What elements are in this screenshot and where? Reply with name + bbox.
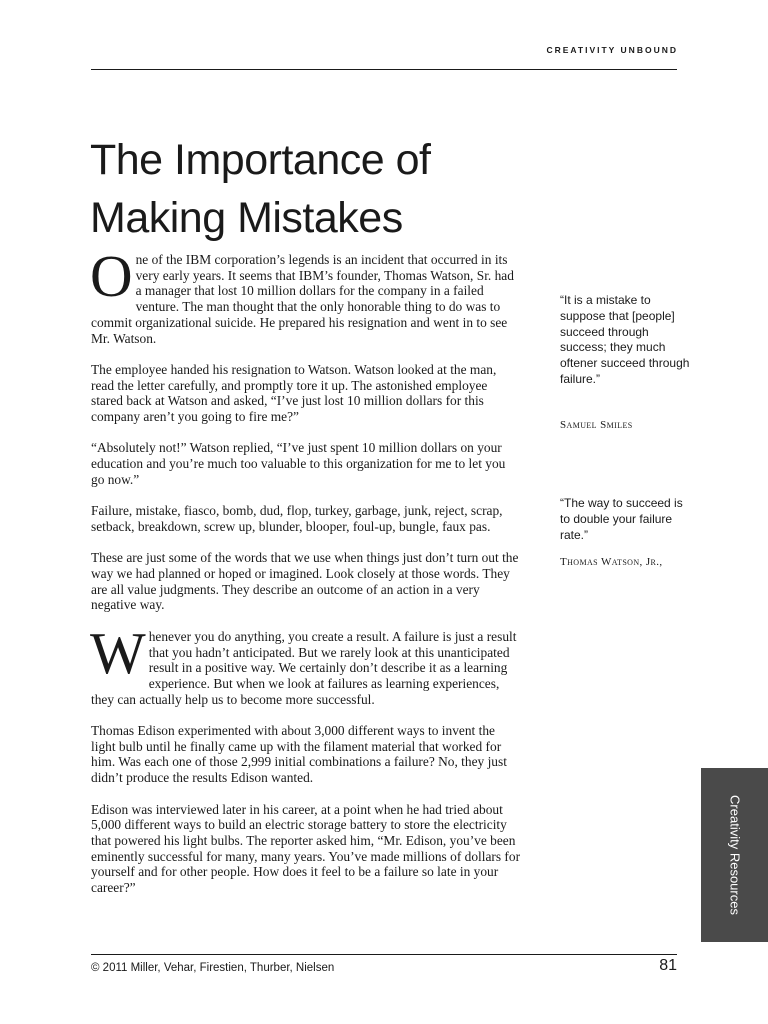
side-tab-label: Creativity Resources bbox=[727, 795, 742, 915]
body-paragraph: “Absolutely not!” Watson replied, “I’ve just spent 10 million dollars on your education and you’re much too valuable to this organization for me to let you go now.” bbox=[91, 440, 506, 487]
sidebar-attribution-watson: Thomas Watson, Jr., bbox=[560, 556, 663, 568]
article-title-line-2: Making Mistakes bbox=[90, 194, 403, 242]
section-side-tab bbox=[701, 768, 768, 942]
page-number: 81 bbox=[659, 957, 677, 974]
article-body bbox=[90, 243, 521, 911]
header-rule bbox=[91, 69, 677, 70]
paragraph-text: ne of the IBM corporation’s legends is an incident that occurred in its very early years. It seems that IBM’s founder, Thomas Watson, Sr. had a manager that lost 10 million dollars for the company in a failed venture. The man thought that the only honorable thing to do was to commit organizational suicide. He prepared his resignation and went in to see Mr. Watson. bbox=[91, 252, 514, 346]
body-paragraph bbox=[90, 619, 521, 708]
body-paragraph: Edison was interviewed later in his career, at a point when he had tried about 5,000 different ways to build an electric storage battery to store the electricity that powered his light bulbs. The reporter asked him, “Mr. Edison, you’ve been eminently successful for many, many years. You’ve made millions of dollars for yourself and for other people. How does it feel to be a failure so late in your career?” bbox=[91, 801, 521, 896]
body-paragraph: The employee handed his resignation to Watson. Watson looked at the man, read the letter carefully, and promptly tore it up. The astonished employee stared back at Watson and asked, “I’ve just lost 10 million dollars for this company aren’t you going to fire me?” bbox=[91, 361, 497, 425]
article-title bbox=[90, 131, 430, 247]
running-head: CREATIVITY UNBOUND bbox=[546, 45, 678, 55]
drop-cap: O bbox=[90, 243, 133, 309]
footer-rule bbox=[91, 954, 677, 955]
sidebar-quote-smiles: “It is a mistake to suppose that [people] succeed through success; they much oftener succeed through failure.” bbox=[560, 293, 690, 386]
sidebar-quote-watson: “The way to succeed is to double your failure rate.” bbox=[560, 496, 683, 542]
drop-cap: W bbox=[90, 619, 146, 686]
body-paragraph: Failure, mistake, fiasco, bomb, dud, flop, turkey, garbage, junk, reject, scrap, setback, breakdown, screw up, blunder, blooper, foul-up, bungle, faux pas. bbox=[91, 503, 503, 534]
copyright-notice: © 2011 Miller, Vehar, Firestien, Thurber, Nielsen bbox=[91, 962, 335, 974]
body-paragraph bbox=[90, 243, 521, 346]
body-paragraph: Thomas Edison experimented with about 3,000 different ways to invent the light bulb until he finally came up with the filament material that worked for him. Was each one of those 2,999 initial combinations a failure? No, they just didn’t produce the results Edison wanted. bbox=[91, 723, 507, 786]
paragraph-text: henever you do anything, you create a result. A failure is just a result that you hadn’t anticipated. But we rarely look at this unanticipated result in a positive way. We certainly don’t describe it as a learning experience. But when we look at failures as learning experiences, they can actually help us to become more successful. bbox=[91, 628, 517, 707]
body-paragraph: These are just some of the words that we use when things just don’t turn out the way we had planned or hoped or imagined. Look closely at those words. They are all value judgments. They describe an outcome of an action in a very negative way. bbox=[91, 550, 519, 613]
article-title-line-1: The Importance of bbox=[90, 136, 431, 184]
sidebar-attribution-smiles: Samuel Smiles bbox=[560, 419, 633, 431]
